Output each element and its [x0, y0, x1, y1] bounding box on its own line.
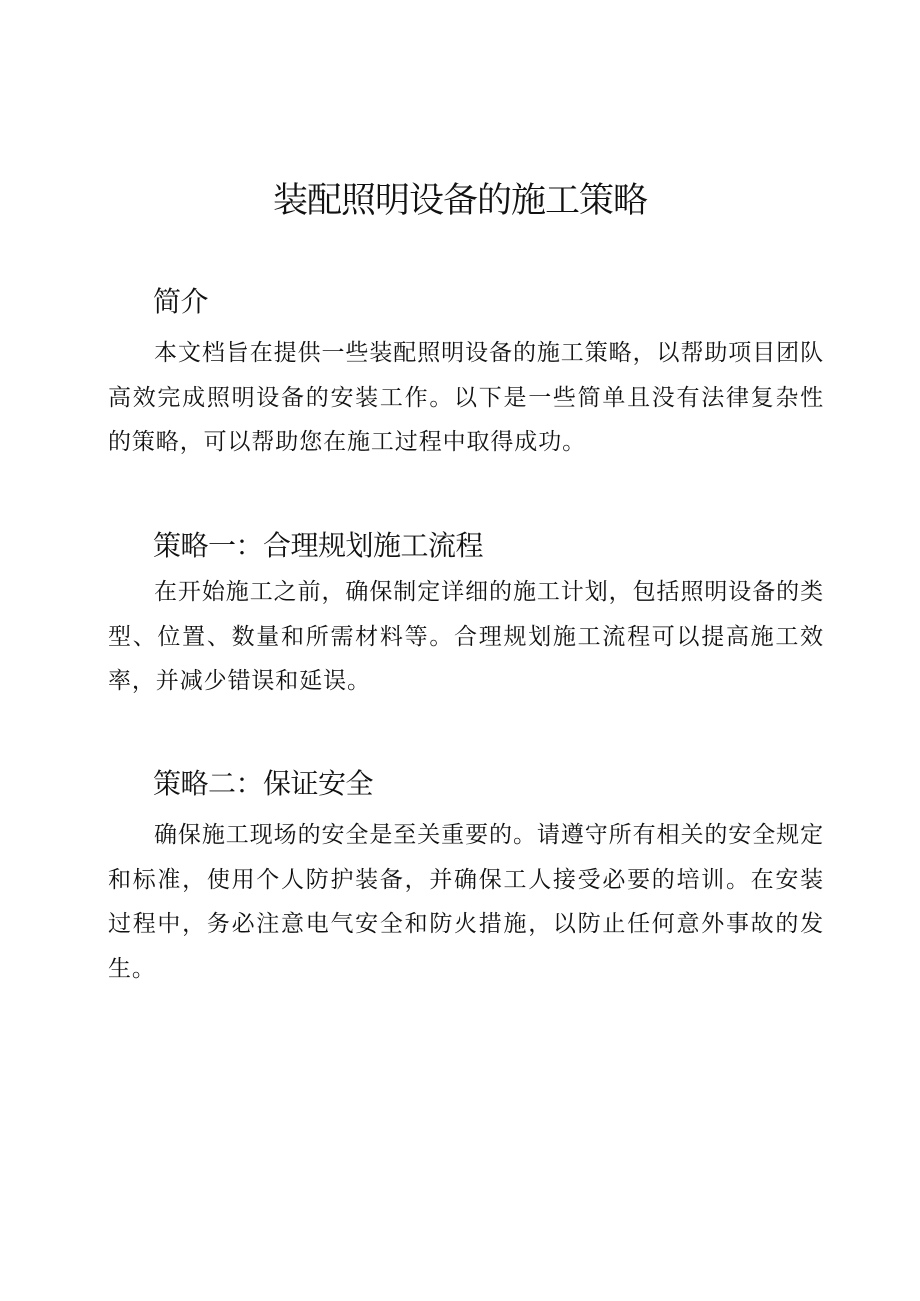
document-title: 装配照明设备的施工策略	[272, 181, 647, 221]
section-heading-intro: 简介	[153, 285, 209, 318]
section-heading-strategy-2: 策略二：保证安全	[153, 767, 374, 800]
section-body-strategy-1: 在开始施工之前，确保制定详细的施工计划，包括照明设备的类型、位置、数量和所需材料等。合理规划施工流程可以提高施工效率，并减少错误和延误。	[108, 579, 824, 694]
section-heading-strategy-1: 策略一：合理规划施工流程	[153, 529, 484, 562]
section-body-strategy-2: 确保施工现场的安全是至关重要的。请遵守所有相关的安全规定和标准，使用个人防护装备，并确保工人接受必要的培训。在安装过程中，务必注意电气安全和防火措施，以防止任何意外事故的发生。	[108, 822, 824, 982]
section-body-intro: 本文档旨在提供一些装配照明设备的施工策略，以帮助项目团队高效完成照明设备的安装工作。以下是一些简单且没有法律复杂性的策略，可以帮助您在施工过程中取得成功。	[108, 340, 824, 455]
